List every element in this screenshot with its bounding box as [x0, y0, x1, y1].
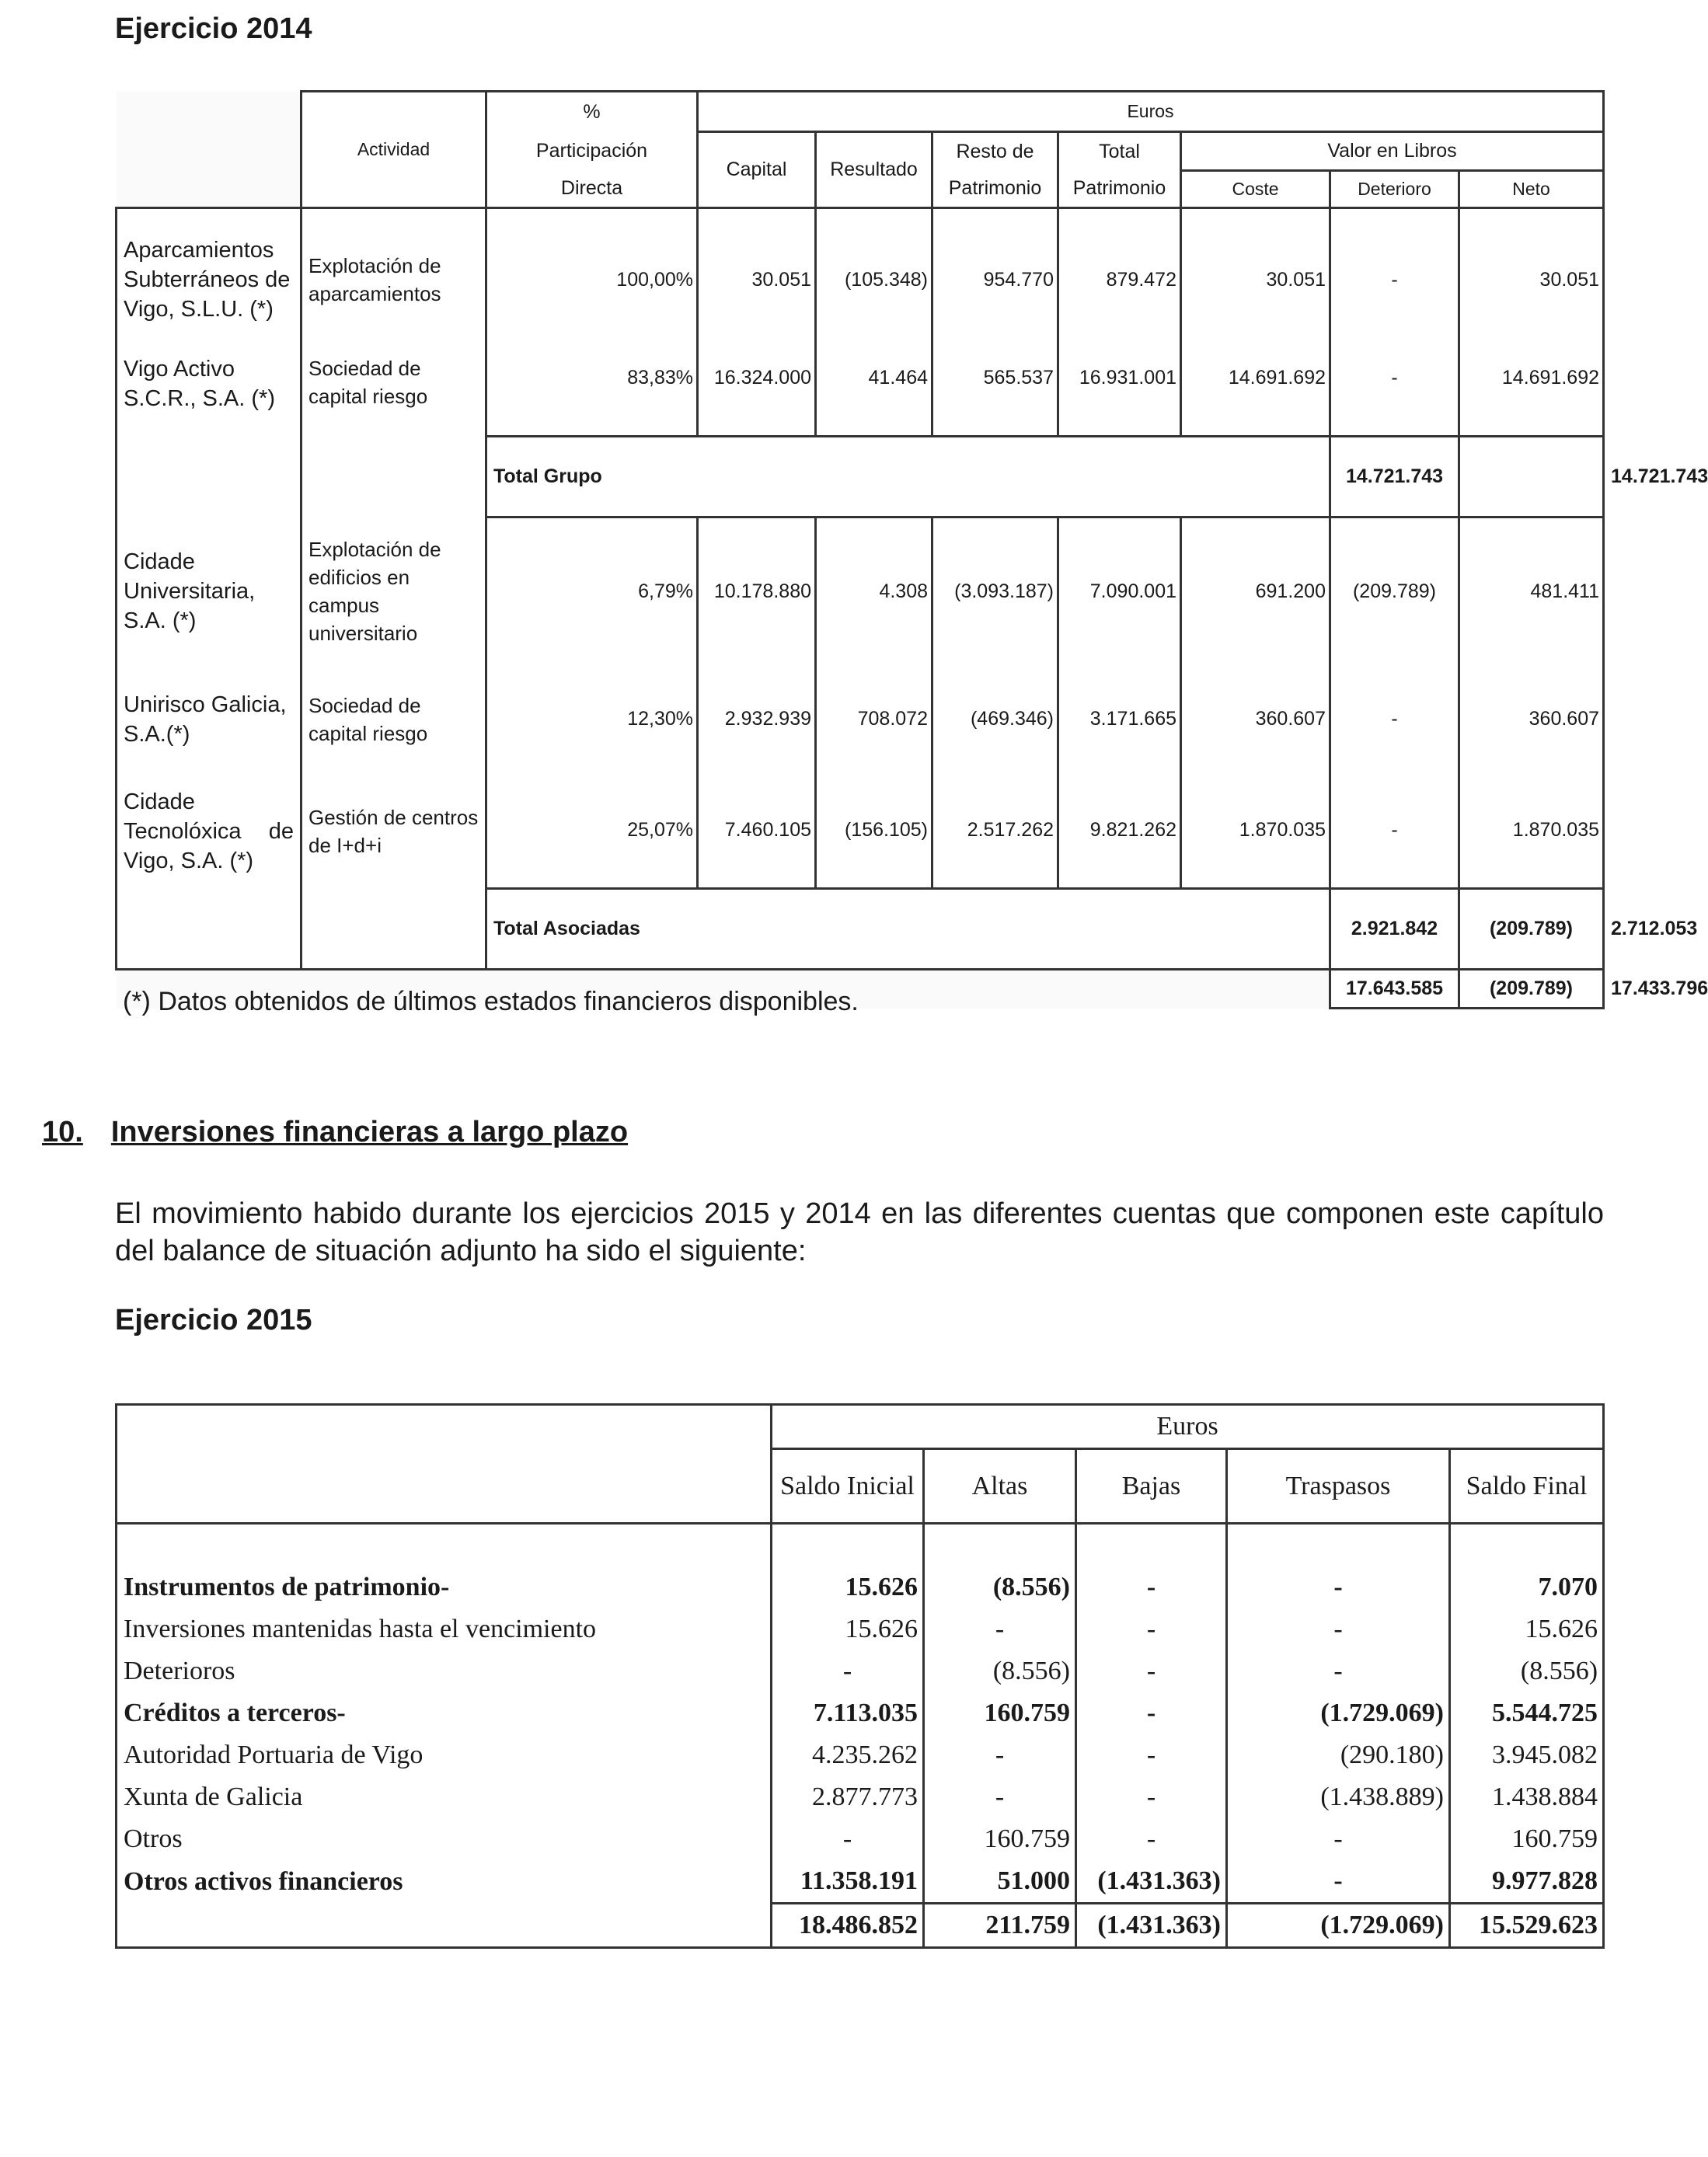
table-row	[117, 1776, 1604, 1818]
cell-altas: -	[924, 1608, 1076, 1650]
table-row	[117, 774, 1604, 889]
cell-coste: 691.200	[1181, 517, 1330, 665]
cell-altas: -	[924, 1734, 1076, 1776]
participaciones-table-2014	[115, 90, 1708, 1009]
cell-deterioro: -	[1330, 774, 1459, 889]
total-grupo-label: Total Grupo	[486, 437, 1330, 517]
cell-total: 7.090.001	[1058, 517, 1181, 665]
cell-altas: (8.556)	[924, 1650, 1076, 1692]
cell-deterioro: (209.789)	[1330, 517, 1459, 665]
cell-neto: 30.051	[1459, 208, 1604, 351]
cell-pct: 6,79%	[486, 517, 698, 665]
cell-saldo-inicial: 15.626	[772, 1608, 924, 1650]
cell-saldo-final: 5.544.725	[1450, 1692, 1604, 1734]
grand-total-coste: 17.643.585	[1330, 970, 1459, 1009]
header-resto-de: Resto de	[932, 132, 1058, 171]
cell-neto: 360.607	[1459, 665, 1604, 774]
footnote: (*) Datos obtenidos de últimos estados financieros disponibles.	[123, 987, 859, 1016]
row-label: Inversiones mantenidas hasta el vencimiento	[117, 1608, 772, 1650]
cell-total: 3.171.665	[1058, 665, 1181, 774]
cell-saldo-inicial: 11.358.191	[772, 1860, 924, 1904]
heading-ejercicio-2014: Ejercicio 2014	[115, 12, 312, 45]
cell-resultado: 4.308	[816, 517, 932, 665]
row-label: Deterioros	[117, 1650, 772, 1692]
cell-traspasos: (290.180)	[1227, 1734, 1450, 1776]
cell-resultado: (105.348)	[816, 208, 932, 351]
cell-saldo-final: 160.759	[1450, 1818, 1604, 1860]
company-actividad: Sociedad de capital riesgo	[302, 351, 486, 437]
total-altas: 211.759	[924, 1904, 1076, 1948]
cell-altas: 160.759	[924, 1818, 1076, 1860]
cell-traspasos: -	[1227, 1818, 1450, 1860]
header-actividad: Actividad	[302, 92, 486, 208]
cell-bajas: -	[1076, 1734, 1227, 1776]
table-row	[117, 1650, 1604, 1692]
cell-neto: 1.870.035	[1459, 774, 1604, 889]
company-name: Cidade Universitaria, S.A. (*)	[117, 517, 302, 665]
cell-traspasos: -	[1227, 1860, 1450, 1904]
total-asociadas-coste: 2.921.842	[1330, 889, 1459, 970]
cell-pct: 25,07%	[486, 774, 698, 889]
cell-deterioro: -	[1330, 208, 1459, 351]
cell-saldo-final: 9.977.828	[1450, 1860, 1604, 1904]
table-row	[117, 1608, 1604, 1650]
row-label: Otros	[117, 1818, 772, 1860]
cell-saldo-final: (8.556)	[1450, 1650, 1604, 1692]
total-saldo-inicial: 18.486.852	[772, 1904, 924, 1948]
cell-bajas: -	[1076, 1818, 1227, 1860]
cell-deterioro: -	[1330, 665, 1459, 774]
cell-bajas: -	[1076, 1776, 1227, 1818]
table-row	[117, 1692, 1604, 1734]
table-row	[117, 1818, 1604, 1860]
cell-saldo-inicial: 15.626	[772, 1566, 924, 1608]
company-actividad: Sociedad de capital riesgo	[302, 665, 486, 774]
section-number: 10.	[42, 1116, 83, 1148]
cell-bajas: -	[1076, 1566, 1227, 1608]
total-asociadas-deterioro: (209.789)	[1459, 889, 1604, 970]
cell-resto: (469.346)	[932, 665, 1058, 774]
cell-neto: 14.691.692	[1459, 351, 1604, 437]
cell-altas: (8.556)	[924, 1566, 1076, 1608]
cell-coste: 1.870.035	[1181, 774, 1330, 889]
cell-resultado: 41.464	[816, 351, 932, 437]
cell-bajas: -	[1076, 1650, 1227, 1692]
cell-saldo-inicial: -	[772, 1818, 924, 1860]
header-blank	[117, 1405, 772, 1524]
total-grupo-deterioro	[1459, 437, 1604, 517]
header-altas: Altas	[924, 1449, 1076, 1524]
section-title: Inversiones financieras a largo plazo	[110, 1116, 629, 1148]
cell-capital: 10.178.880	[698, 517, 816, 665]
header-directa: Directa	[486, 171, 698, 208]
row-label: Autoridad Portuaria de Vigo	[117, 1734, 772, 1776]
cell-altas: -	[924, 1776, 1076, 1818]
header-patrimonio-total: Patrimonio	[1058, 171, 1181, 208]
cell-capital: 16.324.000	[698, 351, 816, 437]
cell-pct: 83,83%	[486, 351, 698, 437]
header-resultado: Resultado	[816, 132, 932, 208]
header-euros: Euros	[698, 92, 1604, 132]
cell-saldo-inicial: -	[772, 1650, 924, 1692]
cell-capital: 7.460.105	[698, 774, 816, 889]
cell-coste: 14.691.692	[1181, 351, 1330, 437]
cell-traspasos: -	[1227, 1608, 1450, 1650]
header-pct: %	[486, 92, 698, 132]
header-patrimonio-resto: Patrimonio	[932, 171, 1058, 208]
table-row	[117, 665, 1604, 774]
cell-traspasos: (1.438.889)	[1227, 1776, 1450, 1818]
total-row	[117, 1904, 1604, 1948]
total-traspasos: (1.729.069)	[1227, 1904, 1450, 1948]
cell-traspasos: -	[1227, 1566, 1450, 1608]
cell-neto: 481.411	[1459, 517, 1604, 665]
cell-capital: 2.932.939	[698, 665, 816, 774]
company-name: Cidade Tecnolóxica de Vigo, S.A. (*)	[117, 774, 302, 889]
header-neto: Neto	[1459, 171, 1604, 208]
total-saldo-final: 15.529.623	[1450, 1904, 1604, 1948]
cell-saldo-inicial: 2.877.773	[772, 1776, 924, 1818]
cell-total: 879.472	[1058, 208, 1181, 351]
header-bajas: Bajas	[1076, 1449, 1227, 1524]
cell-deterioro: -	[1330, 351, 1459, 437]
intro-paragraph: El movimiento habido durante los ejercicios 2015 y 2014 en las diferentes cuentas que componen este capítulo del balance de situación adjunto ha sido el siguiente:	[115, 1197, 1604, 1267]
company-name: Aparcamientos Subterráneos de Vigo, S.L.U. (*)	[117, 208, 302, 351]
cell-saldo-final: 15.626	[1450, 1608, 1604, 1650]
cell-resto: 565.537	[932, 351, 1058, 437]
grand-total-deterioro: (209.789)	[1459, 970, 1604, 1009]
cell-pct: 12,30%	[486, 665, 698, 774]
table-row	[117, 208, 1604, 351]
cell-total: 9.821.262	[1058, 774, 1181, 889]
movimientos-table-2015	[115, 1403, 1605, 1949]
cell-capital: 30.051	[698, 208, 816, 351]
cell-bajas: (1.431.363)	[1076, 1860, 1227, 1904]
header-euros: Euros	[772, 1405, 1604, 1449]
header-saldo-inicial: Saldo Inicial	[772, 1449, 924, 1524]
row-label: Instrumentos de patrimonio-	[117, 1566, 772, 1608]
table-row	[117, 517, 1604, 665]
cell-resultado: 708.072	[816, 665, 932, 774]
heading-ejercicio-2015: Ejercicio 2015	[115, 1304, 312, 1336]
cell-resto: 2.517.262	[932, 774, 1058, 889]
cell-saldo-final: 7.070	[1450, 1566, 1604, 1608]
total-grupo-coste: 14.721.743	[1330, 437, 1459, 517]
company-actividad: Explotación de edificios en campus universitario	[302, 517, 486, 665]
cell-resto: (3.093.187)	[932, 517, 1058, 665]
header-saldo-final: Saldo Final	[1450, 1449, 1604, 1524]
cell-altas: 160.759	[924, 1692, 1076, 1734]
row-label: Otros activos financieros	[117, 1860, 772, 1904]
company-name: Vigo Activo S.C.R., S.A. (*)	[117, 351, 302, 437]
cell-traspasos: -	[1227, 1650, 1450, 1692]
table-row	[117, 1860, 1604, 1904]
cell-coste: 360.607	[1181, 665, 1330, 774]
header-total: Total	[1058, 132, 1181, 171]
header-valor-en-libros: Valor en Libros	[1181, 132, 1604, 171]
header-traspasos: Traspasos	[1227, 1449, 1450, 1524]
header-participacion: Participación	[486, 132, 698, 171]
cell-resto: 954.770	[932, 208, 1058, 351]
cell-total: 16.931.001	[1058, 351, 1181, 437]
total-asociadas-row: Total Asociadas 2.921.842 (209.789) 2.712.053	[117, 889, 1604, 970]
cell-pct: 100,00%	[486, 208, 698, 351]
cell-altas: 51.000	[924, 1860, 1076, 1904]
cell-saldo-final: 1.438.884	[1450, 1776, 1604, 1818]
cell-bajas: -	[1076, 1608, 1227, 1650]
header-coste: Coste	[1181, 171, 1330, 208]
header-capital: Capital	[698, 132, 816, 208]
total-asociadas-label: Total Asociadas	[486, 889, 1330, 970]
company-actividad: Gestión de centros de I+d+i	[302, 774, 486, 889]
row-label: Créditos a terceros-	[117, 1692, 772, 1734]
cell-saldo-inicial: 7.113.035	[772, 1692, 924, 1734]
grand-total-row: 17.643.585 (209.789) 17.433.796	[117, 970, 1604, 1009]
company-name: Unirisco Galicia, S.A.(*)	[117, 665, 302, 774]
header-deterioro: Deterioro	[1330, 171, 1459, 208]
table-row	[117, 1734, 1604, 1776]
table-row	[117, 351, 1604, 437]
cell-saldo-inicial: 4.235.262	[772, 1734, 924, 1776]
cell-bajas: -	[1076, 1692, 1227, 1734]
total-bajas: (1.431.363)	[1076, 1904, 1227, 1948]
row-label: Xunta de Galicia	[117, 1776, 772, 1818]
cell-saldo-final: 3.945.082	[1450, 1734, 1604, 1776]
table-row	[117, 1566, 1604, 1608]
company-actividad: Explotación de aparcamientos	[302, 208, 486, 351]
cell-resultado: (156.105)	[816, 774, 932, 889]
cell-traspasos: (1.729.069)	[1227, 1692, 1450, 1734]
section-heading	[42, 1116, 628, 1149]
cell-coste: 30.051	[1181, 208, 1330, 351]
total-grupo-row: Total Grupo 14.721.743 14.721.743	[117, 437, 1604, 517]
header-blank	[117, 92, 302, 208]
